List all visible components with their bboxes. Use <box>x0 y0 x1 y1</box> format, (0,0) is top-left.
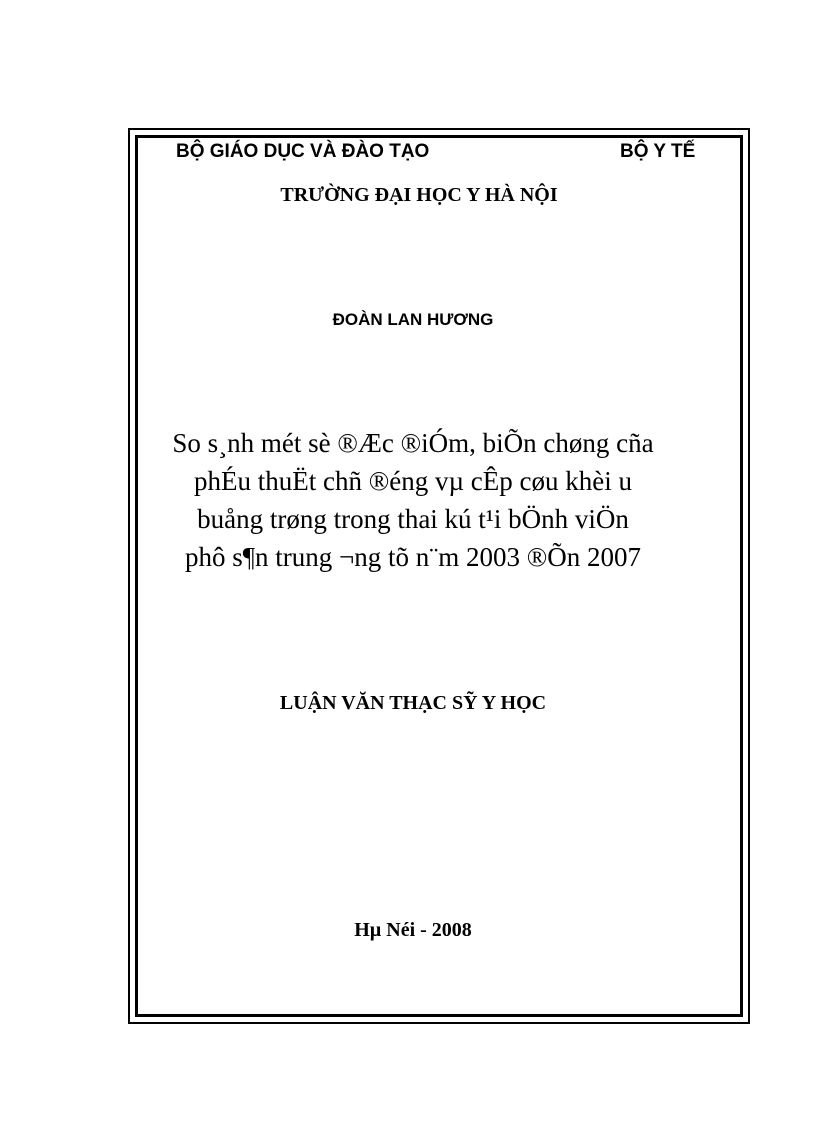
author-name: ĐOÀN LAN HƯƠNG <box>332 310 494 329</box>
thesis-title-line-3: buång trøng trong thai kú t¹i bÖnh viÖn <box>197 504 629 534</box>
thesis-title-line-1: So s¸nh mét sè ®Æc ®iÓm, biÕn chøng cña <box>172 428 654 458</box>
place-date: Hµ Néi - 2008 <box>354 919 472 941</box>
page-border-inner <box>135 135 743 1017</box>
thesis-type: LUẬN VĂN THẠC SỸ Y HỌC <box>279 692 547 714</box>
thesis-title-line-2: phÉu thuËt chñ ®éng vµ cÊp cøu khèi u <box>194 466 632 496</box>
thesis-title <box>0 424 816 576</box>
ministry-health-label: BỘ Y TẾ <box>620 141 696 162</box>
ministry-education-label: BỘ GIÁO DỤC VÀ ĐÀO TẠO <box>176 141 430 162</box>
thesis-title-line-4: phô s¶n trung ¬ng tõ n¨m 2003 ®Õn 2007 <box>185 542 641 572</box>
university-name: TRƯỜNG ĐẠI HỌC Y HÀ NỘI <box>280 184 558 206</box>
page-border-outer <box>128 128 750 1024</box>
